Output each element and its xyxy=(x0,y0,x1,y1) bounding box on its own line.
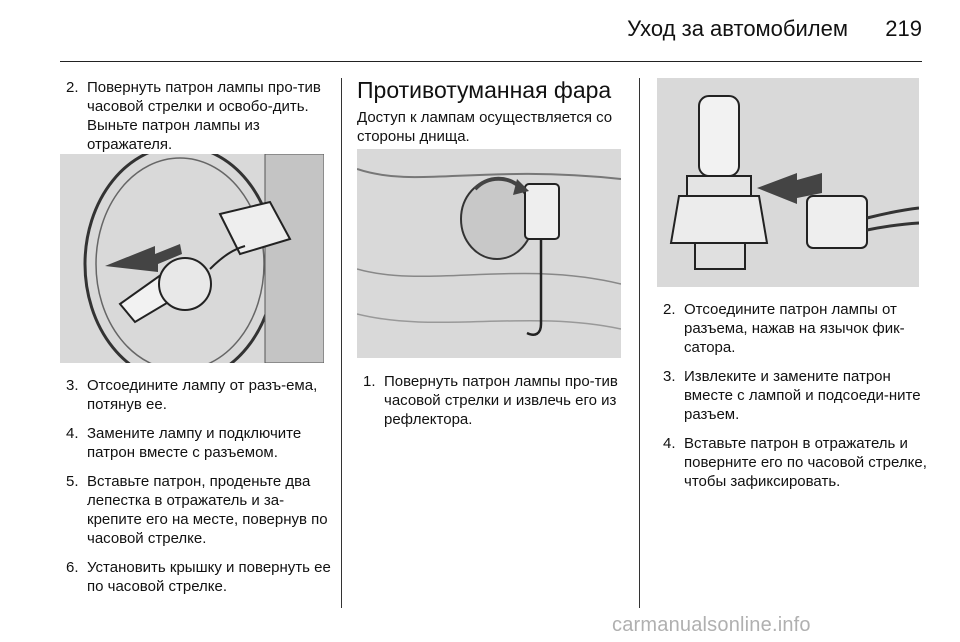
step-item xyxy=(60,376,338,414)
step-item xyxy=(657,367,929,424)
step-number: 2. xyxy=(663,301,676,318)
step-text: Извлеките и замените патрон вместе с лампой и подсоеди-ните разъем. xyxy=(684,368,921,423)
col2-steps xyxy=(357,372,635,439)
step-text: Отсоедините патрон лампы от разъема, нажав на язычок фик-сатора. xyxy=(684,301,905,356)
step-item xyxy=(60,558,338,596)
step-number: 3. xyxy=(66,377,79,394)
watermark: carmanualsonline.info xyxy=(612,614,811,636)
column-divider xyxy=(639,78,640,608)
step-number: 5. xyxy=(66,473,79,490)
step-number: 3. xyxy=(663,368,676,385)
step-number: 1. xyxy=(363,373,376,390)
step-item xyxy=(60,78,332,154)
section-title: Противотуманная фара xyxy=(357,77,612,103)
page-header-title: Уход за автомобилем xyxy=(627,16,848,41)
step-number: 4. xyxy=(663,435,676,452)
header-rule xyxy=(60,61,922,62)
step-number: 6. xyxy=(66,559,79,576)
step-item xyxy=(657,434,929,491)
step-text: Повернуть патрон лампы про-тив часовой стрелки и извлечь его из рефлектора. xyxy=(384,373,618,428)
fog-bulb-connector-icon xyxy=(657,78,919,287)
headlamp-bulb-removal-icon xyxy=(60,154,324,363)
headlamp-bulb-removal-illustration xyxy=(60,154,324,363)
step-item xyxy=(357,372,635,429)
column-divider xyxy=(341,78,342,608)
section-intro: Доступ к лампам осуществляется со стороны днища. xyxy=(357,109,613,145)
col3-steps xyxy=(657,300,929,501)
fog-lamp-underside-icon xyxy=(357,149,621,358)
step-text: Отсоедините лампу от разъ-ема, потянув ее. xyxy=(87,377,318,413)
step-item xyxy=(657,300,929,357)
col1-steps-bottom xyxy=(60,376,338,606)
step-number: 4. xyxy=(66,425,79,442)
step-number: 2. xyxy=(66,79,79,96)
fog-lamp-underside-illustration xyxy=(357,149,621,358)
step-text: Вставьте патрон, проденьте два лепестка в отражатель и за-крепите его на месте, повернув по часовой стрелке. xyxy=(87,473,328,547)
fog-bulb-connector-illustration xyxy=(657,78,919,287)
step-item xyxy=(60,472,338,548)
page-number: 219 xyxy=(885,16,922,41)
step-text: Замените лампу и подключите патрон вместе с разъемом. xyxy=(87,425,302,461)
step-text: Вставьте патрон в отражатель и поверните его по часовой стрелке, чтобы зафиксировать. xyxy=(684,435,927,490)
step-text: Установить крышку и повернуть ее по часовой стрелке. xyxy=(87,559,331,595)
step-item xyxy=(60,424,338,462)
col1-steps-top xyxy=(60,78,332,164)
step-text: Повернуть патрон лампы про-тив часовой стрелки и освобо-дить. Выньте патрон лампы из отражателя. xyxy=(87,79,321,153)
